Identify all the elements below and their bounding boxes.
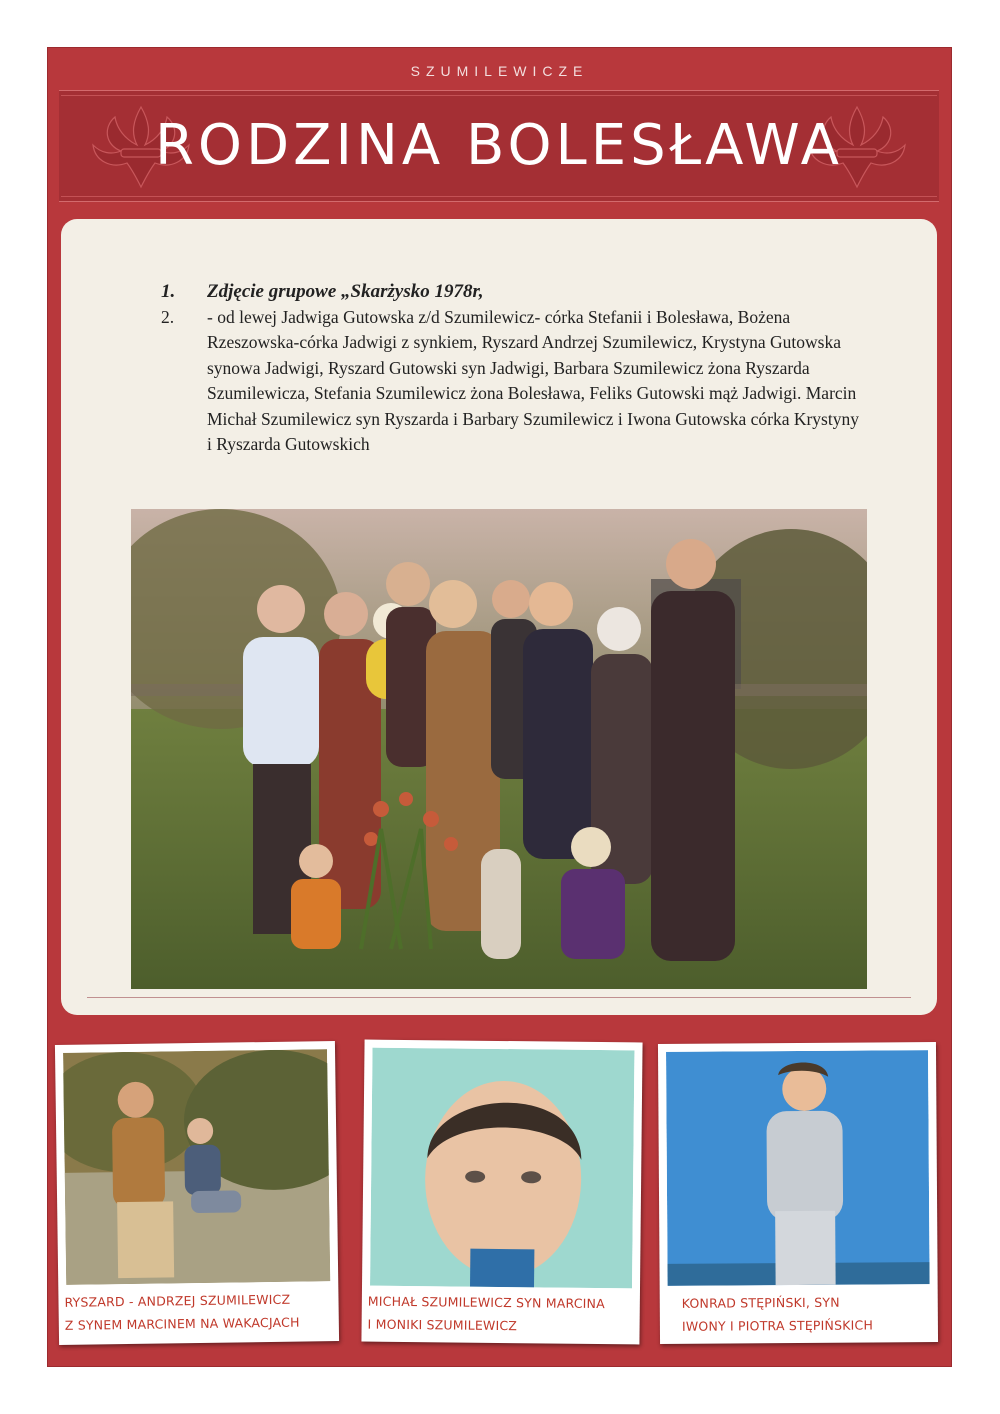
polaroid-caption xyxy=(367,1290,635,1339)
polaroid-1 xyxy=(55,1041,339,1345)
polaroid-caption xyxy=(682,1290,934,1338)
polaroid-2 xyxy=(361,1040,642,1345)
photo-description: - od lewej Jadwiga Gutowska z/d Szumilewicz- córka Stefanii i Bolesława, Bożena Rzeszowska-córka Jadwigi z synkiem, Ryszard Andrzej Szumilewicz, Krystyna Gutowska synowa Jadwigi, Ryszard Gutowski syn Jadwigi, Barbara Szumilewicz żona Ryszarda Szumilewicza, Stefania Szumilewicz żona Bolesława, Feliks Gutowski mąż Jadwigi. Marcin Michał Szumilewicz syn Ryszarda i Barbary Szumilewicz i Iwona Gutowska córka Krystyny i Ryszarda Gutowskich xyxy=(207,306,859,454)
caption-line: MICHAŁ SZUMILEWICZ SYN MARCINA xyxy=(367,1293,605,1312)
list-item xyxy=(161,305,861,458)
page-background xyxy=(47,47,952,1367)
photo-boy-seaside xyxy=(666,1050,930,1286)
photo-heading: Zdjęcie grupowe „Skarżysko 1978r, xyxy=(207,281,484,302)
page-title: RODZINA BOLESŁAWA xyxy=(155,113,843,178)
list-number: 1. xyxy=(161,281,176,302)
polaroid-caption xyxy=(64,1287,335,1337)
card-divider xyxy=(87,997,911,998)
caption-line: I MONIKI SZUMILEWICZ xyxy=(367,1316,518,1334)
title-banner xyxy=(59,90,939,202)
list-number: 2. xyxy=(161,306,175,327)
photo-boy-portrait xyxy=(370,1048,634,1289)
caption-line: IWONY I PIOTRA STĘPIŃSKICH xyxy=(681,1317,874,1334)
caption-line: Z SYNEM MARCINEM NA WAKACJACH xyxy=(64,1314,300,1333)
page-subtitle: SZUMILEWICZE xyxy=(410,63,589,79)
description-list xyxy=(161,279,861,458)
photo-father-son xyxy=(63,1049,330,1285)
caption-line: RYSZARD - ANDRZEJ SZUMILEWICZ xyxy=(64,1291,291,1310)
group-photo xyxy=(131,509,867,989)
polaroid-3 xyxy=(658,1042,938,1344)
list-item xyxy=(161,279,861,305)
content-card xyxy=(61,219,937,1015)
caption-line: KONRAD STĘPIŃSKI, SYN xyxy=(681,1294,840,1311)
